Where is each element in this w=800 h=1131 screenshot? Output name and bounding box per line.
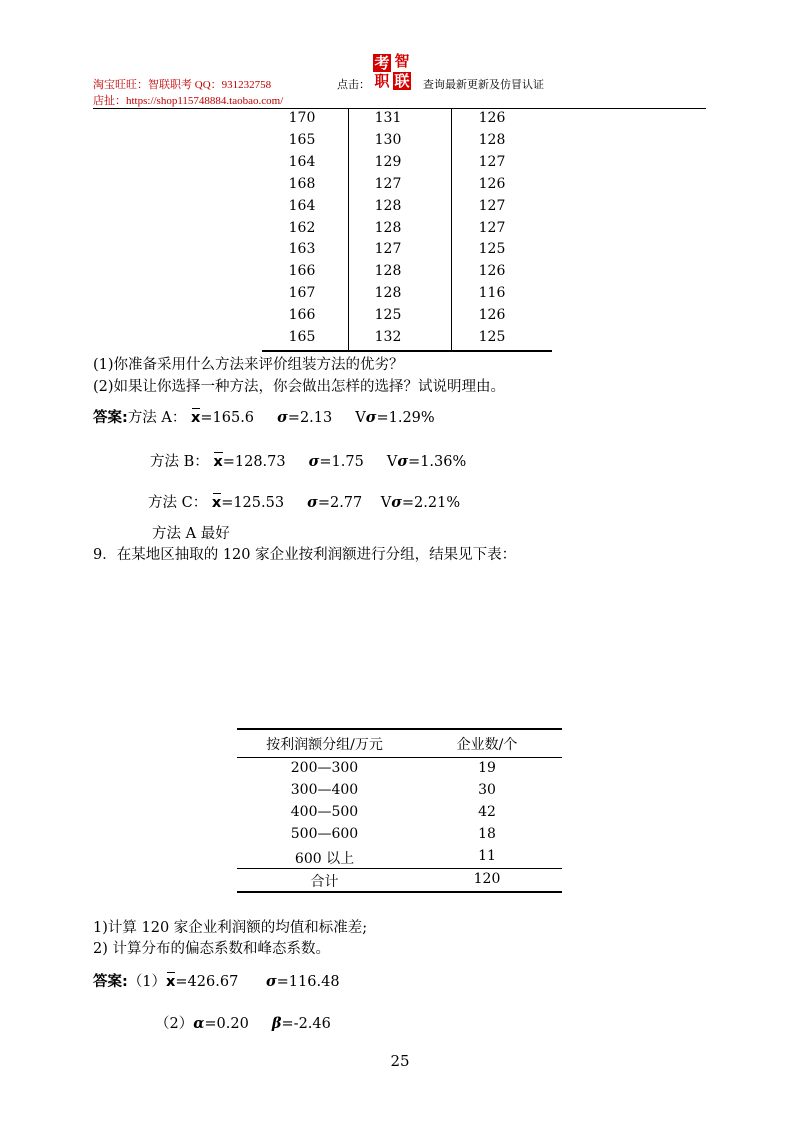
logo-char: 考 <box>374 54 390 72</box>
header-shop-line: 淘宝旺旺：智联职考 QQ：931232758 <box>93 79 272 91</box>
table-cell: 164 <box>288 153 316 170</box>
q8-subquestion-1: (1)你准备采用什么方法来评价组装方法的优劣？ <box>93 357 404 373</box>
table-cell: 131 <box>374 110 402 126</box>
sigma-symbol: σ <box>391 494 402 511</box>
answer-prefix: （2） <box>155 1016 194 1032</box>
q9-title: 9．在某地区抽取的 120 家企业按利润额进行分组，结果见下表： <box>93 547 517 563</box>
sigma-symbol: σ <box>307 494 318 511</box>
table-row <box>262 198 552 220</box>
table-cell: 132 <box>374 329 402 345</box>
header-divider <box>93 108 706 109</box>
table-cell: 128 <box>374 285 402 302</box>
table-cell: 126 <box>478 175 506 192</box>
table-bottom-rule <box>262 350 552 352</box>
table-cell: 500—600 <box>290 826 359 842</box>
alpha-symbol: α <box>193 1015 205 1032</box>
table-cell: 126 <box>478 110 506 126</box>
page-number: 25 <box>390 1052 410 1070</box>
sigma-symbol: σ <box>277 409 288 426</box>
table-cell: 116 <box>478 285 506 302</box>
table-row <box>262 329 552 351</box>
table-cell: 166 <box>288 307 316 324</box>
table-cell: 165 <box>288 329 316 345</box>
sigma-symbol: σ <box>265 973 277 990</box>
sigma-symbol: σ <box>365 409 377 426</box>
sigma-symbol: σ <box>397 453 409 470</box>
logo-char: 职 <box>374 72 390 90</box>
table-cell: 19 <box>478 760 496 776</box>
table-row <box>262 220 552 242</box>
table-cell: 42 <box>478 804 496 820</box>
table-cell: 11 <box>478 848 496 864</box>
table-cell: 125 <box>478 329 506 345</box>
table-row <box>262 307 552 329</box>
cv-value: =2.21% <box>401 495 461 511</box>
table-cell: 200—300 <box>290 760 359 776</box>
q8-subquestion-2: (2)如果让你选择一种方法，你会做出怎样的选择？试说明理由。 <box>93 379 506 395</box>
table-cell: 170 <box>288 110 316 126</box>
table-bottom-rule <box>237 891 562 893</box>
q8-answer-method-c <box>148 491 460 512</box>
method-label: 方法 A： <box>127 410 187 426</box>
table-header-rule <box>237 757 562 758</box>
table-cell: 168 <box>288 175 316 192</box>
table-row <box>262 241 552 263</box>
q9-subquestion-2: 2) 计算分布的偏态系数和峰态系数。 <box>93 941 330 957</box>
table-row <box>262 176 552 198</box>
q8-answer-method-b <box>150 450 466 471</box>
mean-value: =165.6 <box>200 410 255 426</box>
q9-answer-1 <box>93 970 340 991</box>
table-cell: 128 <box>374 263 402 280</box>
table-row <box>262 285 552 307</box>
sd-value: =1.75 <box>319 454 364 470</box>
sd-value: =2.77 <box>317 495 363 511</box>
table-cell: 128 <box>374 219 402 236</box>
beta-value: =-2.46 <box>281 1016 331 1032</box>
header-verify-text: 查询最新更新及仿冒认证 <box>423 78 544 91</box>
table-total-rule <box>237 868 562 869</box>
table-cell: 127 <box>374 175 402 192</box>
zhilian-logo-icon[interactable] <box>373 52 413 90</box>
q9-answer-2 <box>155 1012 331 1033</box>
header-url-line[interactable]: 店扯：https://shop115748884.taobao.com/ <box>93 95 284 107</box>
table-cell: 125 <box>478 241 506 258</box>
answer-prefix: （1） <box>127 974 167 990</box>
mean-symbol: x <box>211 495 222 511</box>
table-cell: 128 <box>478 131 506 148</box>
cv-value: =1.36% <box>408 454 467 470</box>
table-cell: 167 <box>288 285 316 302</box>
beta-symbol: β <box>271 1015 282 1032</box>
table-row <box>262 110 552 132</box>
table-cell: 126 <box>478 263 506 280</box>
table-cell: 30 <box>478 782 496 798</box>
cv-value: =1.29% <box>376 410 435 426</box>
table-cell: 合计 <box>310 874 339 890</box>
method-label: 方法 B： <box>150 454 209 470</box>
table-cell: 400—500 <box>290 804 359 820</box>
table-cell: 127 <box>478 153 506 170</box>
method-label: 方法 C： <box>148 495 208 511</box>
table-cell: 164 <box>288 197 316 214</box>
table-cell: 166 <box>288 263 316 280</box>
table-row <box>262 132 552 154</box>
logo-char: 智 <box>394 52 410 70</box>
table-row <box>262 154 552 176</box>
q9-subquestion-1: 1)计算 120 家企业利润额的均值和标准差; <box>93 920 368 936</box>
cv-prefix: V <box>386 454 398 470</box>
table-row <box>237 782 562 804</box>
table-cell: 129 <box>374 153 402 170</box>
alpha-value: =0.20 <box>204 1016 249 1032</box>
table-row <box>237 848 562 870</box>
table-cell: 126 <box>478 307 506 324</box>
mean-symbol: x <box>166 974 176 990</box>
table-row <box>237 760 562 782</box>
table-cell: 120 <box>473 871 501 887</box>
table-top-rule <box>237 728 562 730</box>
mean-value: =125.53 <box>221 495 285 511</box>
sd-value: =116.48 <box>276 974 340 990</box>
sd-value: =2.13 <box>287 410 333 426</box>
table-cell: 163 <box>288 241 316 258</box>
column-header: 企业数/个 <box>456 737 518 753</box>
column-header: 按利润额分组/万元 <box>266 737 383 753</box>
table-cell: 18 <box>478 826 496 842</box>
table-cell: 128 <box>374 197 402 214</box>
table-header-row <box>237 734 562 756</box>
q8-answer-method-a <box>93 406 435 427</box>
mean-value: =128.73 <box>222 454 286 470</box>
table-cell: 127 <box>374 241 402 258</box>
header-click-label: 点击： <box>337 78 370 91</box>
cv-prefix: V <box>380 495 392 511</box>
table-cell: 130 <box>374 131 402 148</box>
answer-label: 答案: <box>93 410 128 426</box>
table-cell: 600 以上 <box>294 851 355 867</box>
table-row <box>262 263 552 285</box>
mean-symbol: x <box>213 454 223 470</box>
table-row <box>237 804 562 826</box>
mean-symbol: x <box>191 410 201 426</box>
sigma-symbol: σ <box>308 453 320 470</box>
answer-label: 答案: <box>93 974 128 990</box>
table-cell: 127 <box>478 197 506 214</box>
table-cell: 125 <box>374 307 402 324</box>
table-total-row <box>237 871 562 893</box>
table-row <box>237 826 562 848</box>
table-cell: 300—400 <box>290 782 359 798</box>
table-cell: 165 <box>288 131 316 148</box>
cv-prefix: V <box>355 410 366 426</box>
table-cell: 162 <box>288 219 316 236</box>
q8-conclusion: 方法 A 最好 <box>152 526 230 542</box>
mean-value: =426.67 <box>175 974 239 990</box>
logo-char: 联 <box>394 72 410 90</box>
table-cell: 127 <box>478 219 506 236</box>
